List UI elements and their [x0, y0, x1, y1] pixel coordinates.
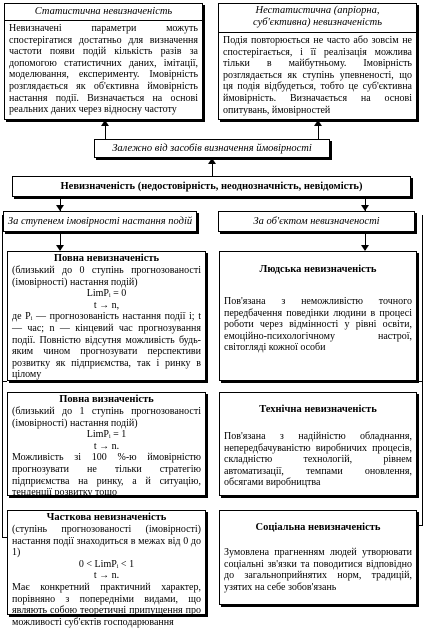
arrow-up-icon [314, 120, 322, 126]
nonstatistical-uncertainty-title: Нестатистична (апріорна, суб'єктивна) невизначеність [252, 5, 382, 28]
connector-line [422, 215, 423, 525]
full-uncertainty-title: Повна невизначеність [53, 253, 160, 264]
connector-line [2, 381, 7, 382]
uncertainty-main-box [12, 176, 411, 197]
partial-uncertainty-text: Має конкретний практичний характер, порівняно з попередніми видами, що являють собою теоретичні припущення про можливості суб'єктів господарювання [12, 581, 201, 628]
probability-branch-box [3, 211, 197, 232]
depends-on-means-label: Залежно від засобів визначення ймовірності [112, 143, 312, 154]
object-branch-label: За об'єктом невизначеності [253, 216, 380, 227]
social-uncertainty-text: Зумовлена прагненням людей утворювати соціальні зв'язки та поводитися відповідно до загальноприйнятих норм, традицій, узятих на себе зобов'язань [224, 547, 412, 593]
full-uncertainty-content [12, 253, 201, 381]
uncertainty-main-label: Невизначеність (недостовірність, неоднозначність, невідомість) [60, 181, 363, 192]
full-certainty-formula: LimPᵢ = 1 [86, 429, 127, 441]
social-uncertainty-title: Соціальна невизначеність [255, 522, 381, 533]
statistical-uncertainty-title: Статистична невизначеність [34, 6, 173, 17]
partial-uncertainty-intro: (ступінь прогнозованості (імовірності) настання події знаходиться в межах від 0 до 1) [12, 524, 201, 559]
full-certainty-box [7, 392, 206, 499]
full-uncertainty-intro: (близький до 0 ступінь прогнозованості (імовірності) настання подій) [12, 265, 201, 288]
probability-branch-label: За ступенем імовірності настання подій [7, 216, 193, 227]
full-certainty-text: Можливість зі 100 %-ю ймовірністю прогнозувати не тільки стратегію підприємства на ринку, а й ситуацію, тенденції розвитку тощо [12, 452, 201, 499]
technical-uncertainty-box [219, 392, 417, 496]
full-uncertainty-text: де Pᵢ — прогнозованість настання події i; t — час; n — кінцевий час прогнозування події. Повністю відсутня можливість будь-яким чином прогнозувати перспективи розвитку як підприємства, так і ринку в цілому [12, 311, 201, 381]
full-certainty-title: Повна визначеність [59, 394, 154, 405]
full-uncertainty-formula-limit: t → n, [93, 299, 120, 311]
statistical-uncertainty-text: Невизначені параметри можуть спостерігатися достатньо для визначення частоти появи подій кількість разів за допомогою статистичних даних, імітації, моделювання, експерименту. Імовірність розглядається як об'єктивна ймовірність настання події. Визначається на основі реальних даних через відносну частоту [9, 23, 198, 116]
partial-uncertainty-title: Часткова невизначеність [46, 512, 167, 523]
partial-uncertainty-formula-limit: t → n. [93, 570, 120, 582]
divider [5, 20, 202, 21]
full-uncertainty-box [7, 251, 206, 381]
nonstatistical-uncertainty-text: Подія повторюється не часто або зовсім не спостерігається, і її реалізація можлива тільки в майбутньому. Імовірність розглядається як ступінь упевненості, що ця подія відбудеться, тобто це суб'єктивна ймовірність. Визначається на основі опитувань, ймовірностей [223, 35, 412, 116]
human-uncertainty-title: Людська невизначеність [259, 264, 377, 275]
connector-line [2, 215, 3, 537]
nonstatistical-uncertainty-box [218, 3, 417, 120]
technical-uncertainty-text: Пов'язана з надійністю обладнання, непередбачуваністю виробничих процесів, складністю технологій, рівнем автоматизації, темпами оновлення, обсягами виробництва [224, 431, 412, 489]
statistical-uncertainty-box [4, 3, 203, 120]
technical-uncertainty-title: Технічна невизначеність [259, 404, 377, 415]
partial-uncertainty-box [7, 510, 206, 628]
full-uncertainty-formula: LimPᵢ = 0 [86, 288, 127, 300]
full-certainty-content [12, 394, 201, 499]
connector-line [418, 525, 423, 526]
arrow-up-icon [101, 120, 109, 126]
full-certainty-formula-limit: t → n. [93, 440, 120, 452]
arrow-up-icon [208, 158, 216, 164]
connector-line [418, 381, 423, 382]
depends-on-means-box [94, 139, 330, 158]
social-uncertainty-box [219, 510, 417, 605]
human-uncertainty-text: Пов'язана з неможливістю точного передбачення поведінки людини в процесі роботи через відмінності у рівні освіти, емоційно-психологічному настрої, світогляді кожної особи [224, 296, 412, 354]
human-uncertainty-box [219, 251, 417, 381]
object-branch-box [218, 211, 415, 232]
partial-uncertainty-content [12, 512, 201, 628]
full-certainty-intro: (близький до 1 ступінь прогнозованості (імовірності) настання подій) [12, 406, 201, 429]
divider [219, 32, 416, 33]
partial-uncertainty-formula: 0 < LimPᵢ < 1 [78, 558, 135, 570]
